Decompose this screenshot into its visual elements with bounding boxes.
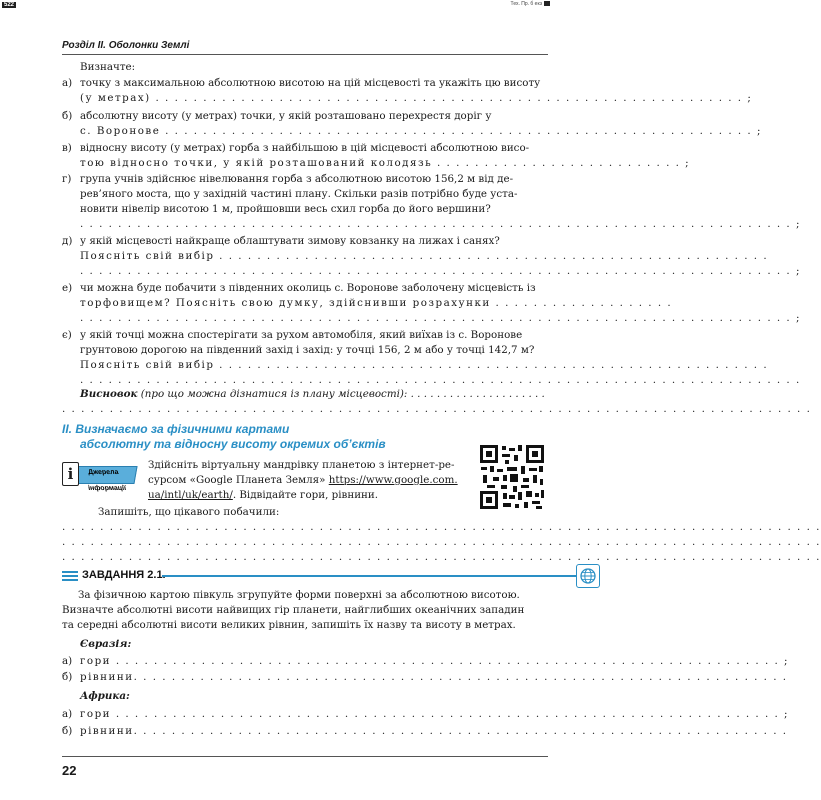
list-item-g (62, 172, 801, 232)
item-line: група учнів здійснює нівелювання горба з абсолютною висотою 156,2 м від де- (80, 173, 514, 185)
item-label: а) (62, 77, 73, 89)
source-line-2 (148, 473, 472, 488)
globe-icon (576, 564, 600, 588)
item-line: Поясніть свій вибір . . . . . . . . . . . . . . . . . . . . . . . . . . . . . . . . . . . . . . . . . . . . . . . . . . . . . . . . . . (80, 250, 769, 262)
item-line: рев’яного моста, що у західній частині плану. Скільки разів потрібно буде уста- (80, 188, 518, 200)
task-line: та середні абсолютні висоти великих рівнин, запишіть їх назву та висоту в метрах. (62, 619, 516, 631)
row-text: гори . . . . . . . . . . . . . . . . . . . . . . . . . . . . . . . . . . . . . . . . . . . . . . . . . . . . . . . . . . . . . . . . . . . . . . ; (80, 655, 790, 667)
source-tag-line-1: Джерела (87, 469, 120, 476)
list-item-a (62, 76, 753, 106)
source-text-3: . Відвідайте гори, рівнини. (232, 489, 379, 501)
intro-text: Визначте: (80, 61, 136, 73)
footer-divider (62, 756, 548, 757)
section-title: Розділ ІІ. Оболонки Землі (62, 40, 190, 51)
list-item-b (62, 109, 762, 139)
task-header (62, 568, 548, 584)
write-prompt: Запишіть, що цікавого побачили: (98, 506, 280, 518)
list-item-e (62, 281, 801, 326)
answer-line: . . . . . . . . . . . . . . . . . . . . . . . . . . . . . . . . . . . . . . . . . . . . . . . . . . . . . . . . . . . . . . . . . . . . . . . . . . . . . . . . (62, 551, 821, 563)
earth-link-part-2[interactable]: ua/intl/uk/earth/ (148, 489, 233, 501)
item-line: торфовищем? Поясніть свою думку, здійснивши розрахунки . . . . . . . . . . . . . . . . . . . (80, 297, 673, 309)
source-tag-line-2: інформації (87, 485, 127, 492)
row-text: рівнини. . . . . . . . . . . . . . . . . . . . . . . . . . . . . . . . . . . . . . . . . . . . . . . . . . . . . . . . . . . . . . . . . . . . . (80, 725, 788, 737)
conclusion-dots: . . . . . . . . . . . . . . . . . . . . . . . . . . . . . . . . . . . . . . . . . . . . . . . . . . . . . . . . . . . . . . . . . . . . . . . . . . . . . . . (62, 403, 812, 415)
earth-link-part-1[interactable]: https://www.google.com. (328, 474, 458, 486)
task-text (62, 588, 548, 633)
source-info-badge (62, 462, 138, 492)
answer-line: . . . . . . . . . . . . . . . . . . . . . . . . . . . . . . . . . . . . . . . . . . . . . . . . . . . . . . . . . . . . . . . . . . . . . . . . . . . . . . . . (62, 521, 821, 533)
conclusion-text: (про що можна дізнатися із плану місцевості): . . . . . . . . . . . . . . . . . . . . . (137, 388, 545, 400)
item-line: Поясніть свій вибір . . . . . . . . . . . . . . . . . . . . . . . . . . . . . . . . . . . . . . . . . . . . . . . . . . . . . . . . . . (80, 359, 769, 371)
top-right-mark (511, 1, 550, 7)
page-number: 22 (62, 763, 77, 778)
item-line: . . . . . . . . . . . . . . . . . . . . . . . . . . . . . . . . . . . . . . . . . . . . . . . . . . . . . . . . . . . . . . . . . . . . . . . . . . . ; (80, 218, 801, 230)
item-line: точку з максимальною абсолютною висотою на цій місцевості та укажіть цю висоту (80, 77, 541, 89)
corner-mark: 522 (4, 2, 15, 8)
item-line: абсолютну висоту (у метрах) точки, у якій розташовано перехрестя доріг у (80, 110, 492, 122)
eurasia-mountains-row (62, 654, 790, 669)
registration-block (544, 1, 550, 6)
row-label: а) (62, 655, 73, 667)
conclusion (80, 387, 548, 402)
continent-eurasia: Євразія: (80, 638, 132, 650)
answer-line: . . . . . . . . . . . . . . . . . . . . . . . . . . . . . . . . . . . . . . . . . . . . . . . . . . . . . . . . . . . . . . . . . . . . . . . . . . . . . . . . (62, 536, 821, 548)
item-line: грунтовою дорогою на південний захід і захід: у точці 156, 2 м або у точці 142,7 м? (80, 344, 535, 356)
continent-africa: Африка: (80, 690, 130, 702)
section-divider (62, 54, 548, 55)
task-line: Визначте абсолютні висоти найвищих гір планети, найглибших океанічних западин (62, 604, 525, 616)
item-line: відносну висоту (у метрах) горба з найбільшою в цій місцевості абсолютною висо- (80, 142, 530, 154)
item-line: . . . . . . . . . . . . . . . . . . . . . . . . . . . . . . . . . . . . . . . . . . . . . . . . . . . . . . . . . . . . . . . . . . . . . . . . . . . ; (80, 265, 801, 277)
heading-line-1: ІІ. Визначаємо за фізичними картами (62, 422, 290, 436)
africa-plains-row (62, 724, 788, 739)
item-label: е) (62, 282, 73, 294)
row-label: б) (62, 725, 73, 737)
task-divider (162, 575, 576, 577)
list-item-v (62, 141, 691, 171)
list-item-d (62, 234, 801, 279)
conclusion-label: Висновок (80, 388, 138, 400)
item-line: новити нівелір висотою 1 м, пройшовши весь схил горба до його вершини? (80, 203, 491, 215)
item-line: чи можна буде побачити з південних околиць с. Воронове заболочену місцевість із (80, 282, 536, 294)
list-item-ye (62, 328, 801, 388)
item-label: г) (62, 173, 72, 185)
item-label: б) (62, 110, 73, 122)
item-line: (у метрах) . . . . . . . . . . . . . . . . . . . . . . . . . . . . . . . . . . . . . . . . . . . . . . . . . . . . . . . . . . . . . . ; (80, 92, 753, 104)
item-line: у якій місцевості найкраще облаштувати зимову ковзанку на лижах і санях? (80, 235, 500, 247)
source-line-3 (148, 488, 472, 503)
item-line: . . . . . . . . . . . . . . . . . . . . . . . . . . . . . . . . . . . . . . . . . . . . . . . . . . . . . . . . . . . . . . . . . . . . . . . . . . . . (80, 374, 801, 386)
row-text: рівнини. . . . . . . . . . . . . . . . . . . . . . . . . . . . . . . . . . . . . . . . . . . . . . . . . . . . . . . . . . . . . . . . . . . . . (80, 671, 788, 683)
qr-code-icon (479, 444, 545, 510)
row-text: гори . . . . . . . . . . . . . . . . . . . . . . . . . . . . . . . . . . . . . . . . . . . . . . . . . . . . . . . . . . . . . . . . . . . . . . ; (80, 708, 790, 720)
row-label: б) (62, 671, 73, 683)
source-tag (74, 466, 137, 492)
item-label: д) (62, 235, 73, 247)
top-right-text: Тех. Пр. б екз (510, 1, 542, 7)
item-label: є) (62, 329, 72, 341)
stripes-icon (62, 571, 78, 581)
africa-mountains-row (62, 707, 790, 722)
item-line: . . . . . . . . . . . . . . . . . . . . . . . . . . . . . . . . . . . . . . . . . . . . . . . . . . . . . . . . . . . . . . . . . . . . . . . . . . . ; (80, 312, 801, 324)
task-line: За фізичною картою півкуль згрупуйте форми поверхні за абсолютною висотою. (78, 589, 520, 601)
section-heading-2 (62, 422, 386, 452)
info-icon: i (62, 462, 79, 486)
source-line-1: Здійсніть віртуальну мандрівку планетою з інтернет-ре- (148, 459, 455, 471)
source-text-2: сурсом «Google Планета Земля» (148, 474, 329, 486)
heading-line-2: абсолютну та відносну висоту окремих об’єктів (80, 437, 386, 451)
item-line: у якій точці можна спостерігати за рухом автомобіля, який виїхав із с. Воронове (80, 329, 523, 341)
write-lines (62, 520, 821, 565)
eurasia-plains-row (62, 670, 788, 685)
item-line: тою відносно точки, у якій розташований колодязь . . . . . . . . . . . . . . . . . . . . . . . . . . ; (80, 157, 691, 169)
task-title: ЗАВДАННЯ 2.1. (82, 569, 166, 581)
row-label: а) (62, 708, 73, 720)
item-line: с. Воронове . . . . . . . . . . . . . . . . . . . . . . . . . . . . . . . . . . . . . . . . . . . . . . . . . . . . . . . . . . . . . . ; (80, 125, 762, 137)
item-label: в) (62, 142, 72, 154)
source-paragraph (148, 458, 472, 503)
